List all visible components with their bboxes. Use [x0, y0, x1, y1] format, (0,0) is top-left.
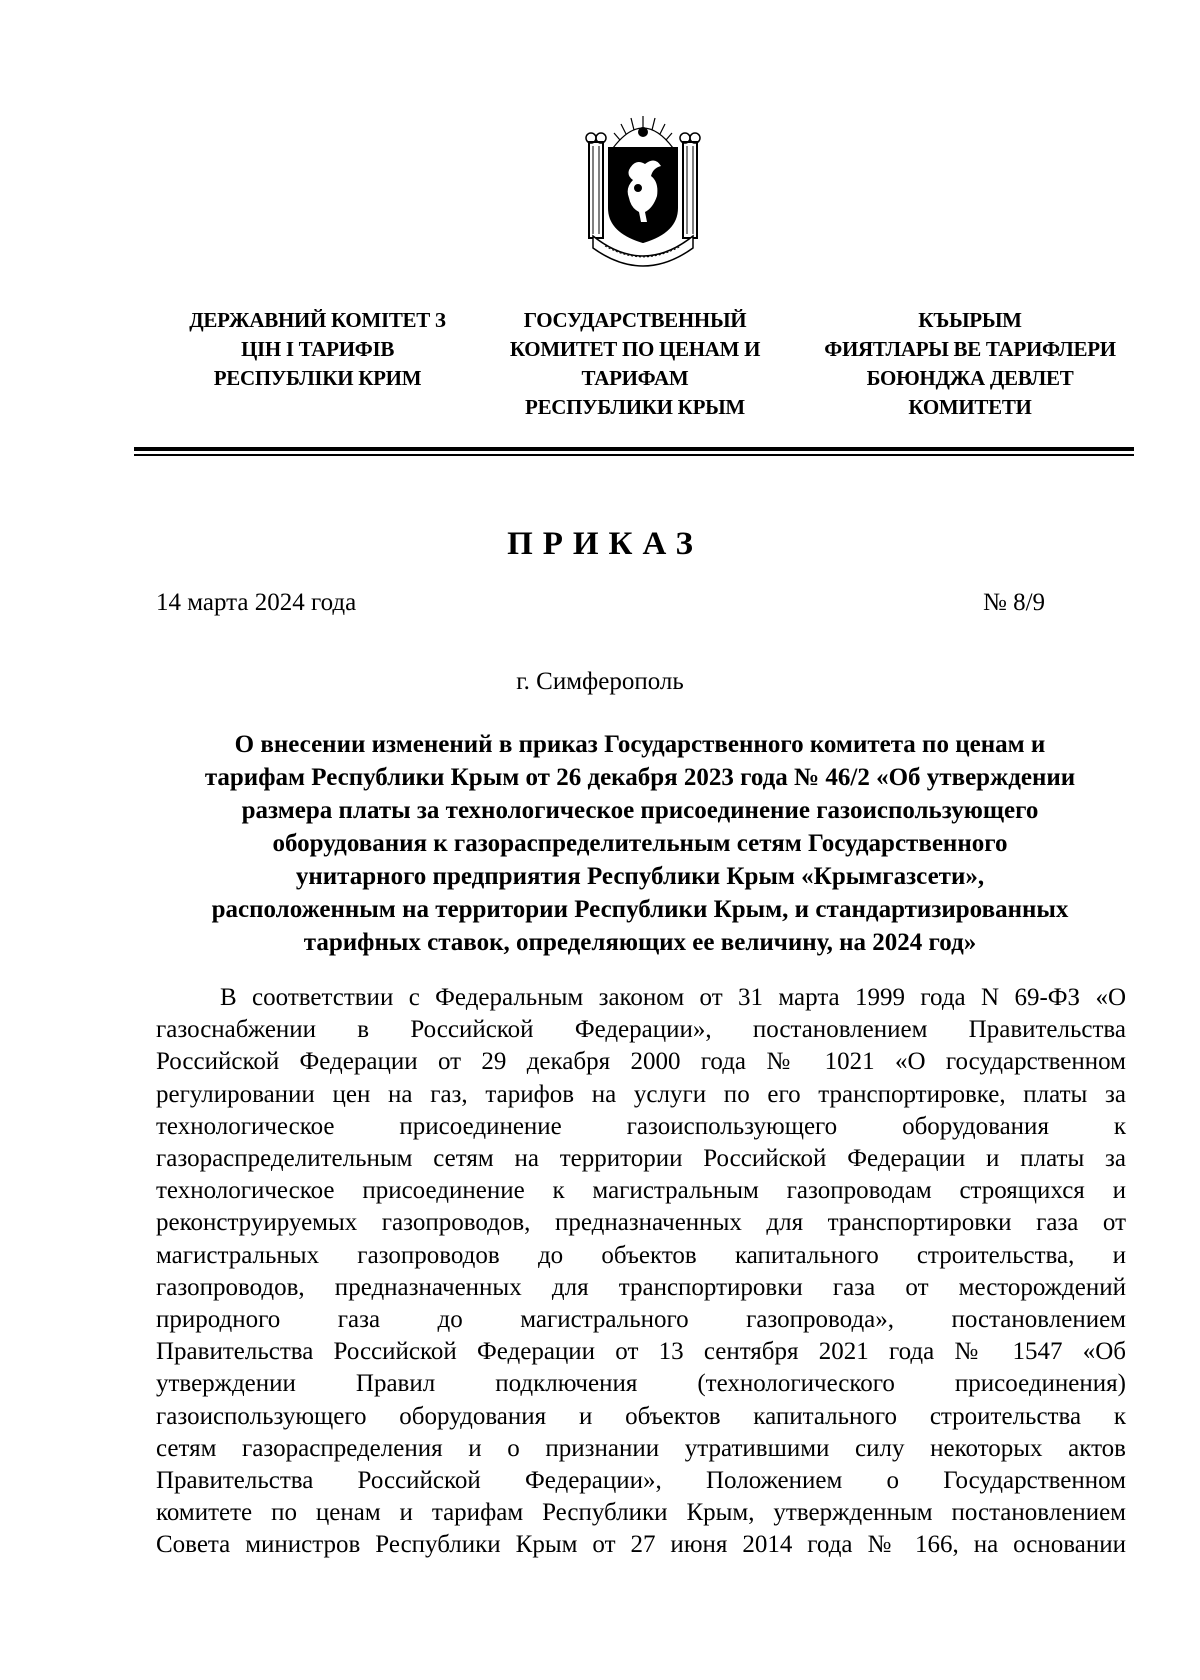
body-line: регулировании цен на газ, тарифов на услуги по его транспортировке, платы за	[156, 1080, 1126, 1108]
subject-line: расположенным на территории Республики Крым, и стандартизированных	[211, 896, 1069, 923]
body-line: природного газа до магистрального газопровода», постановлением	[156, 1306, 1126, 1334]
header-line: ЦІН І ТАРИФІВ	[240, 337, 395, 361]
subject-line: оборудования к газораспределительным сетям Государственного	[272, 830, 1008, 857]
header-crimean-tatar	[800, 306, 1140, 422]
document-body	[156, 982, 1126, 1562]
header-line: РЕСПУБЛИКИ КРЫМ	[525, 395, 745, 419]
body-line: Правительства Российской Федерации», Положением о Государственном	[156, 1467, 1126, 1495]
body-line: Российской Федерации от 29 декабря 2000 года № 1021 «О государственном	[156, 1048, 1126, 1076]
header-divider-thin	[134, 454, 1134, 456]
header-ukrainian	[155, 306, 480, 393]
subject-line: О внесении изменений в приказ Государственного комитета по ценам и	[234, 731, 1046, 758]
body-line: Правительства Российской Федерации от 13 сентября 2021 года № 1547 «Об	[156, 1338, 1126, 1366]
document-title: ПРИКАЗ	[507, 526, 703, 562]
body-line: сетям газораспределения и о признании утратившими силу некоторых актов	[156, 1434, 1126, 1462]
header-line: РЕСПУБЛІКИ КРИМ	[213, 366, 422, 390]
document-number: № 8/9	[983, 589, 1046, 616]
header-line: ТАРИФАМ	[581, 366, 689, 390]
body-line: магистральных газопроводов до объектов капитального строительства, и	[156, 1241, 1126, 1269]
header-line: ГОСУДАРСТВЕННЫЙ	[523, 308, 747, 332]
header-divider-thick	[134, 447, 1134, 451]
body-line: реконструируемых газопроводов, предназначенных для транспортировки газа от	[156, 1209, 1126, 1237]
header-russian	[490, 306, 780, 422]
body-line: технологическое присоединение к магистральным газопроводам строящихся и	[156, 1177, 1126, 1205]
document-date: 14 марта 2024 года	[156, 589, 357, 616]
body-line: Совета министров Республики Крым от 27 июня 2014 года № 166, на основании	[156, 1531, 1126, 1559]
body-line: технологическое присоединение газоиспользующего оборудования к	[156, 1112, 1126, 1140]
body-line: газопроводов, предназначенных для транспортировки газа от месторождений	[156, 1273, 1126, 1301]
document-subject	[150, 728, 1130, 959]
subject-line: размера платы за технологическое присоединение газоиспользующего	[241, 797, 1039, 824]
body-line: газоснабжении в Российской Федерации», постановлением Правительства	[156, 1016, 1126, 1044]
coat-of-arms-icon	[583, 108, 703, 268]
subject-line: тарифам Республики Крым от 26 декабря 2023 года № 46/2 «Об утверждении	[204, 764, 1076, 791]
header-line: КЪЫРЫМ	[918, 308, 1022, 332]
header-line: ДЕРЖАВНИЙ КОМІТЕТ З	[189, 308, 446, 332]
body-line: комитете по ценам и тарифам Республики Крым, утвержденным постановлением	[156, 1499, 1126, 1527]
subject-line: тарифных ставок, определяющих ее величину, на 2024 год»	[303, 929, 977, 956]
subject-line: унитарного предприятия Республики Крым «Крымгазсети»,	[295, 863, 985, 890]
header-line: БОЮНДЖА ДЕВЛЕТ	[866, 366, 1074, 390]
body-line: газораспределительным сетям на территории Российской Федерации и платы за	[156, 1145, 1126, 1173]
header-line: КОМИТЕТИ	[908, 395, 1032, 419]
body-line: утверждении Правил подключения (технологического присоединения)	[156, 1370, 1126, 1398]
body-line: газоиспользующего оборудования и объектов капитального строительства к	[156, 1402, 1126, 1430]
document-city: г. Симферополь	[516, 668, 684, 695]
header-line: ФИЯТЛАРЫ ВЕ ТАРИФЛЕРИ	[824, 337, 1116, 361]
header-line: КОМИТЕТ ПО ЦЕНАМ И	[509, 337, 761, 361]
body-line: В соответствии с Федеральным законом от 31 марта 1999 года N 69-ФЗ «О	[220, 984, 1126, 1011]
